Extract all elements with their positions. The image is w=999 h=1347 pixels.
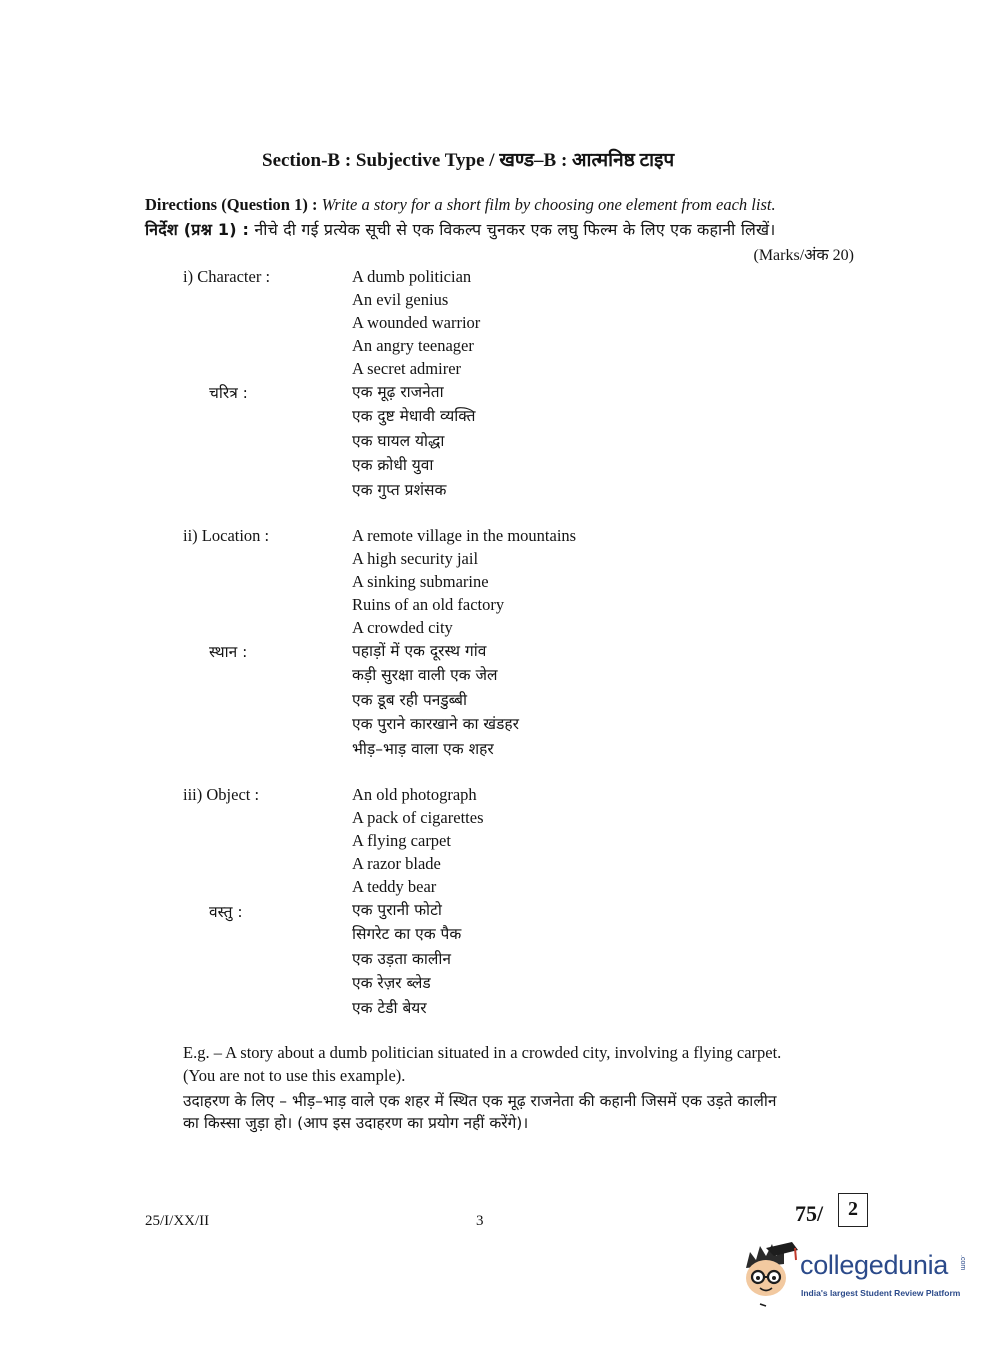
boxed-number: 2	[838, 1193, 868, 1227]
mascot-icon	[740, 1240, 800, 1310]
directions-english	[145, 195, 776, 215]
list-item: एक गुप्त प्रशंसक	[352, 480, 447, 499]
list-item: A pack of cigarettes	[352, 808, 484, 827]
directions-label: Directions (Question 1) :	[145, 195, 318, 214]
list-item: An evil genius	[352, 290, 449, 309]
example-line: E.g. – A story about a dumb politician situated in a crowded city, involving a flying carpet.	[183, 1043, 782, 1062]
list-item: An old photograph	[352, 785, 477, 804]
directions-hindi	[145, 218, 776, 240]
list-item: A crowded city	[352, 618, 453, 637]
list-item: एक पुरानी फोटो	[352, 901, 442, 919]
list-item: एक रेज़र ब्लेड	[352, 974, 431, 993]
object-label-hindi: वस्तु :	[209, 903, 243, 921]
logo-wordmark: collegedunia	[800, 1250, 949, 1280]
list-item: एक मूढ़ राजनेता	[352, 383, 444, 401]
example-hindi-line: उदाहरण के लिए – भीड़–भाड़ वाले एक शहर में स्थित एक मूढ़ राजनेता की कहानी जिसमें एक उड़ते कालीन	[183, 1092, 777, 1110]
list-item: एक पुराने कारखाने का खंडहर	[352, 715, 519, 734]
list-item: Ruins of an old factory	[352, 595, 505, 614]
section-title: Section-B : Subjective Type / खण्ड–B : आत्मनिष्ठ टाइप	[262, 150, 675, 171]
list-item: सिगरेट का एक पैक	[352, 925, 462, 944]
page-code: 75/	[795, 1201, 824, 1226]
example-hindi-note: का किस्सा जुड़ा हो। (आप इस उदाहरण का प्रयोग नहीं करेंगे)।	[183, 1114, 529, 1132]
directions-text: Write a story for a short film by choosing one element from each list.	[321, 195, 776, 214]
logo-tagline: India's largest Student Review Platform	[801, 1288, 961, 1298]
list-item: An angry teenager	[352, 336, 474, 355]
marks: (Marks/अंक 20)	[753, 247, 854, 264]
page-number: 3	[476, 1213, 484, 1229]
list-item: पहाड़ों में एक दूरस्थ गांव	[352, 642, 487, 660]
list-item: A flying carpet	[352, 831, 451, 850]
list-item: एक उड़ता कालीन	[352, 949, 452, 968]
location-label-hindi: स्थान :	[209, 643, 248, 661]
object-options	[352, 783, 483, 1020]
list-item: एक दुष्ट मेधावी व्यक्ति	[352, 407, 476, 426]
directions-hindi-text: नीचे दी गई प्रत्येक सूची से एक विकल्प चुनकर एक लघु फिल्म के लिए एक कहानी लिखें।	[254, 220, 776, 239]
character-label-hindi: चरित्र :	[209, 384, 248, 402]
logo-suffix: .com	[959, 1255, 966, 1271]
list-item: एक टेडी बेयर	[352, 998, 427, 1017]
character-label: i) Character :	[183, 267, 271, 286]
list-item: एक घायल योद्धा	[352, 431, 445, 450]
location-options	[352, 524, 576, 761]
collegedunia-logo	[740, 1240, 970, 1310]
list-item: A sinking submarine	[352, 572, 489, 591]
list-item: एक डूब रही पनडुब्बी	[352, 690, 468, 709]
list-item: कड़ी सुरक्षा वाली एक जेल	[352, 666, 498, 685]
list-item: A razor blade	[352, 854, 441, 873]
list-item: एक क्रोधी युवा	[352, 456, 434, 475]
example-note: (You are not to use this example).	[183, 1066, 406, 1085]
list-item: A teddy bear	[352, 877, 437, 896]
list-item: A high security jail	[352, 549, 479, 568]
list-item: A wounded warrior	[352, 313, 481, 332]
list-item: भीड़–भाड़ वाला एक शहर	[352, 739, 494, 758]
list-item: A dumb politician	[352, 267, 472, 286]
paper-code: 25/I/XX/II	[145, 1213, 210, 1229]
directions-hindi-label: निर्देश (प्रश्न 1) :	[145, 220, 250, 239]
list-item: A secret admirer	[352, 359, 462, 378]
location-label: ii) Location :	[183, 526, 270, 545]
object-label: iii) Object :	[183, 785, 260, 804]
list-item: A remote village in the mountains	[352, 526, 577, 545]
character-options	[352, 265, 480, 502]
